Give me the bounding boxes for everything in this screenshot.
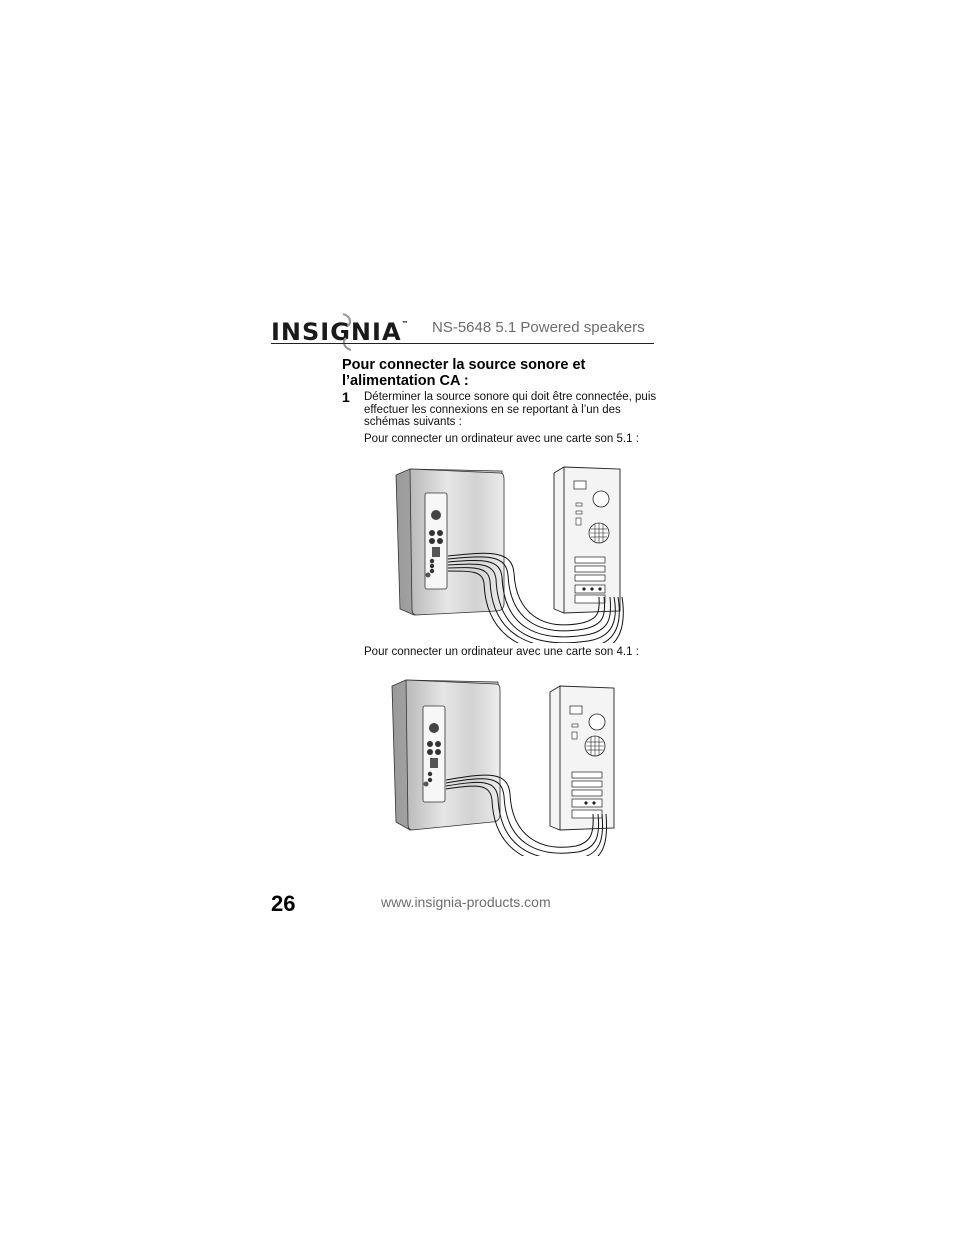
diagram-51-connection — [392, 463, 632, 643]
step-text: Déterminer la source sonore qui doit être connectée, puis effectuer les connexions en se reportant à l’un des schémas suivants : — [364, 391, 657, 428]
subwoofer-speaker — [396, 469, 504, 615]
step-number: 1 — [342, 389, 350, 405]
computer-tower — [554, 467, 620, 613]
logo-trademark: ™ — [401, 320, 409, 328]
logo-text: INSIGNIA — [271, 318, 402, 346]
computer-tower — [550, 686, 614, 830]
model-title: NS-5648 5.1 Powered speakers — [432, 319, 645, 336]
header-divider — [271, 343, 654, 344]
subwoofer-speaker — [392, 680, 500, 830]
section-title: Pour connecter la source sonore et l’alimentation CA : — [342, 357, 586, 389]
logo-swirl-icon — [340, 312, 354, 352]
caption-51: Pour connecter un ordinateur avec une carte son 5.1 : — [364, 433, 639, 445]
website-link[interactable]: www.insignia-products.com — [381, 894, 551, 910]
caption-41: Pour connecter un ordinateur avec une carte son 4.1 : — [364, 646, 639, 658]
page-number: 26 — [271, 891, 296, 916]
diagram-41-connection — [390, 676, 630, 856]
